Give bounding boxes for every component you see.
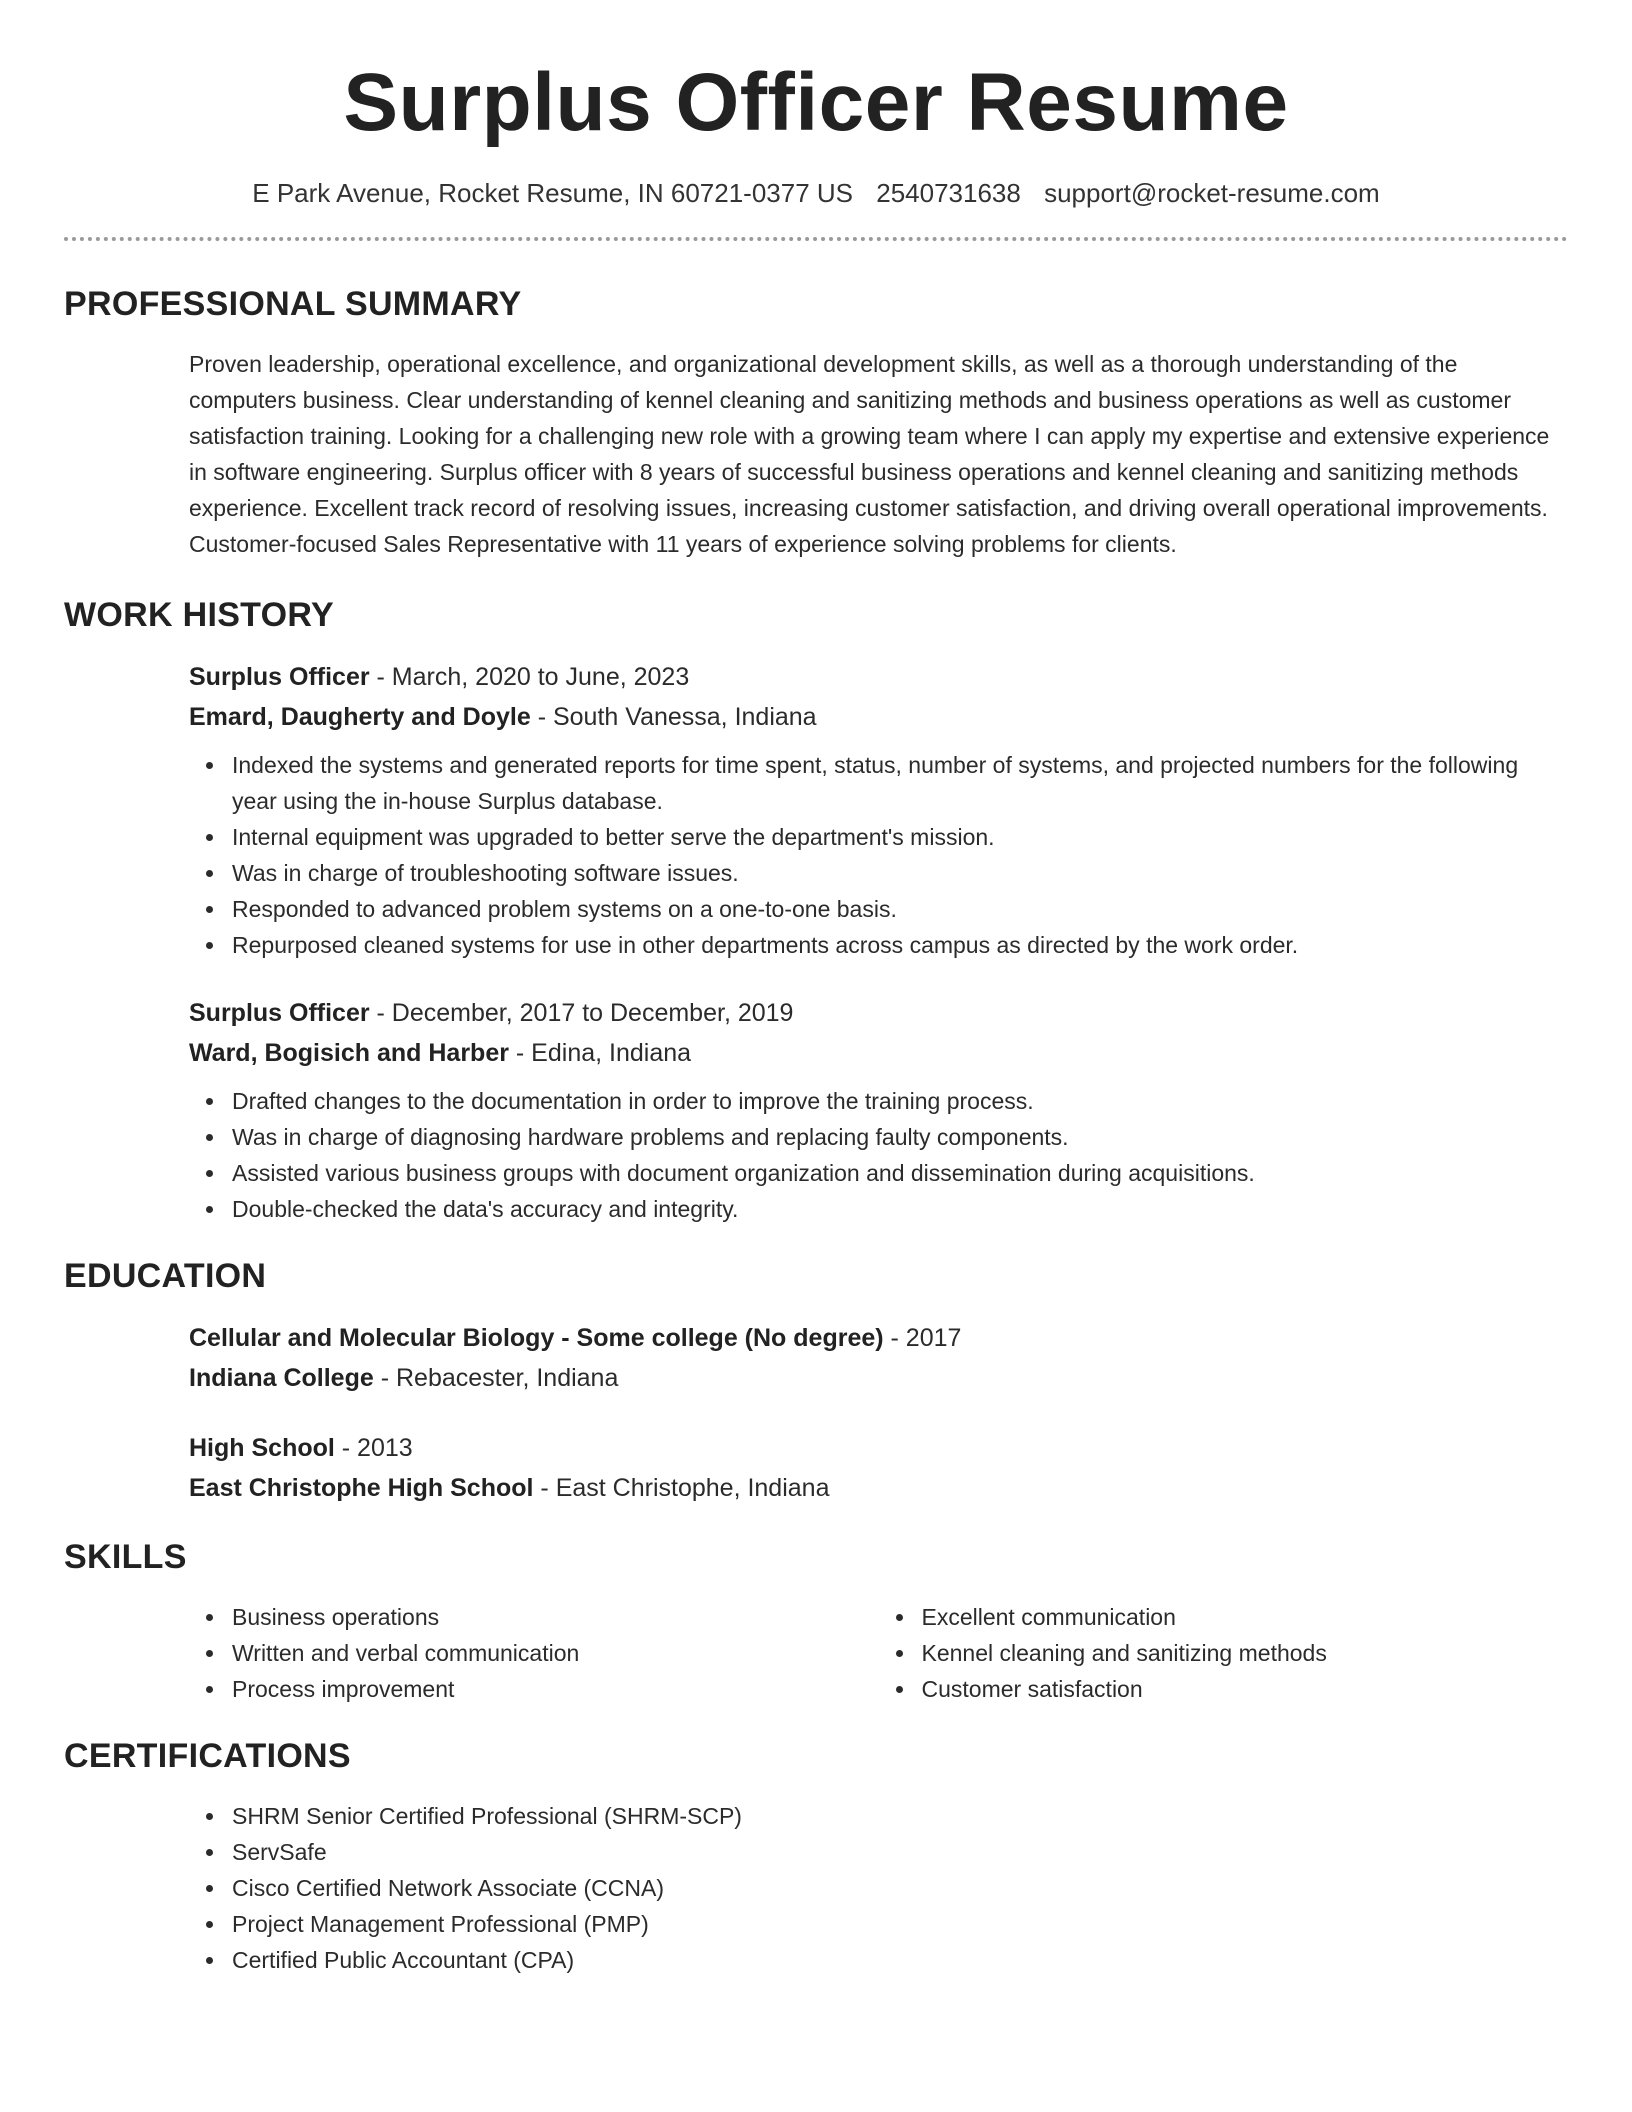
skill-item: Kennel cleaning and sanitizing methods bbox=[922, 1635, 1569, 1671]
work-history-heading: WORK HISTORY bbox=[64, 596, 334, 634]
job-title-line bbox=[189, 993, 1568, 1033]
job-bullet: Was in charge of diagnosing hardware problems and replacing faulty components. bbox=[232, 1119, 1568, 1155]
education-school-line bbox=[189, 1358, 1568, 1398]
job-bullet: Double-checked the data's accuracy and integrity. bbox=[232, 1191, 1568, 1227]
job-bullet: Repurposed cleaned systems for use in other departments across campus as directed by the work order. bbox=[232, 927, 1568, 963]
contact-line bbox=[64, 178, 1568, 209]
skill-item: Customer satisfaction bbox=[922, 1671, 1569, 1707]
skill-item: Business operations bbox=[232, 1599, 879, 1635]
job-entry bbox=[64, 993, 1568, 1227]
job-dates: - December, 2017 to December, 2019 bbox=[369, 999, 794, 1027]
contact-phone: 2540731638 bbox=[876, 178, 1021, 208]
certification-item: SHRM Senior Certified Professional (SHRM-SCP) bbox=[232, 1798, 1568, 1834]
skill-item: Excellent communication bbox=[922, 1599, 1569, 1635]
education-school: Indiana College bbox=[189, 1364, 374, 1392]
job-bullet: Responded to advanced problem systems on a one-to-one basis. bbox=[232, 891, 1568, 927]
header-divider bbox=[64, 237, 1568, 241]
job-location: - Edina, Indiana bbox=[508, 1039, 692, 1067]
job-bullets bbox=[189, 747, 1568, 963]
job-title-line bbox=[189, 657, 1568, 697]
job-bullet: Was in charge of troubleshooting software issues. bbox=[232, 855, 1568, 891]
skills-heading: SKILLS bbox=[64, 1538, 187, 1576]
job-dates: - March, 2020 to June, 2023 bbox=[369, 663, 690, 691]
job-bullet: Drafted changes to the documentation in order to improve the training process. bbox=[232, 1083, 1568, 1119]
job-entry bbox=[64, 657, 1568, 963]
education-location: - Rebacester, Indiana bbox=[373, 1364, 619, 1392]
education-school-line bbox=[189, 1468, 1568, 1508]
education-degree-line bbox=[189, 1318, 1568, 1358]
job-bullet: Assisted various business groups with document organization and dissemination during acquisitions. bbox=[232, 1155, 1568, 1191]
job-company-line bbox=[189, 697, 1568, 737]
contact-address: E Park Avenue, Rocket Resume, IN 60721-0377 US bbox=[252, 178, 854, 208]
education-heading: EDUCATION bbox=[64, 1257, 267, 1295]
contact-email: support@rocket-resume.com bbox=[1044, 178, 1380, 208]
summary-text: Proven leadership, operational excellence, and organizational development skills, as well as a thorough understanding of the computers business. Clear understanding of kennel cleaning and sanitizing methods and business operations as well as customer satisfaction training. Looking for a challenging new role with a growing team where I can apply my expertise and extensive experience in software engineering. Surplus officer with 8 years of successful business operations and kennel cleaning and sanitizing methods experience. Excellent track record of resolving issues, increasing customer satisfaction, and driving overall operational improvements. Customer-focused Sales Representative with 11 years of experience solving problems for clients. bbox=[189, 351, 1550, 557]
certification-item: Cisco Certified Network Associate (CCNA) bbox=[232, 1870, 1568, 1906]
page-title: Surplus Officer Resume bbox=[343, 57, 1289, 148]
skill-item: Written and verbal communication bbox=[232, 1635, 879, 1671]
education-school: East Christophe High School bbox=[189, 1474, 534, 1502]
certification-item: Certified Public Accountant (CPA) bbox=[232, 1942, 1568, 1978]
education-degree-line bbox=[189, 1428, 1568, 1468]
education-year: - 2017 bbox=[883, 1324, 962, 1352]
job-title: Surplus Officer bbox=[189, 663, 370, 691]
job-bullet: Indexed the systems and generated reports for time spent, status, number of systems, and projected numbers for the following year using the in-house Surplus database. bbox=[232, 747, 1568, 819]
education-location: - East Christophe, Indiana bbox=[533, 1474, 830, 1502]
education-degree: High School bbox=[189, 1434, 335, 1462]
certifications-list bbox=[189, 1798, 1568, 1978]
skill-item: Process improvement bbox=[232, 1671, 879, 1707]
job-company: Emard, Daugherty and Doyle bbox=[189, 703, 531, 731]
summary-heading: PROFESSIONAL SUMMARY bbox=[64, 285, 522, 323]
skills-list-left bbox=[189, 1599, 879, 1707]
job-bullet: Internal equipment was upgraded to better serve the department's mission. bbox=[232, 819, 1568, 855]
job-location: - South Vanessa, Indiana bbox=[530, 703, 817, 731]
certifications-heading: CERTIFICATIONS bbox=[64, 1737, 351, 1775]
certification-item: Project Management Professional (PMP) bbox=[232, 1906, 1568, 1942]
certifications-block bbox=[64, 1798, 1568, 1978]
job-bullets bbox=[189, 1083, 1568, 1227]
skills-list-right bbox=[879, 1599, 1569, 1707]
certification-item: ServSafe bbox=[232, 1834, 1568, 1870]
education-year: - 2013 bbox=[334, 1434, 413, 1462]
education-degree: Cellular and Molecular Biology - Some college (No degree) bbox=[189, 1324, 884, 1352]
skills-grid bbox=[64, 1599, 1568, 1707]
education-entry bbox=[64, 1428, 1568, 1508]
job-title: Surplus Officer bbox=[189, 999, 370, 1027]
job-company-line bbox=[189, 1033, 1568, 1073]
education-entry bbox=[64, 1318, 1568, 1398]
job-company: Ward, Bogisich and Harber bbox=[189, 1039, 509, 1067]
